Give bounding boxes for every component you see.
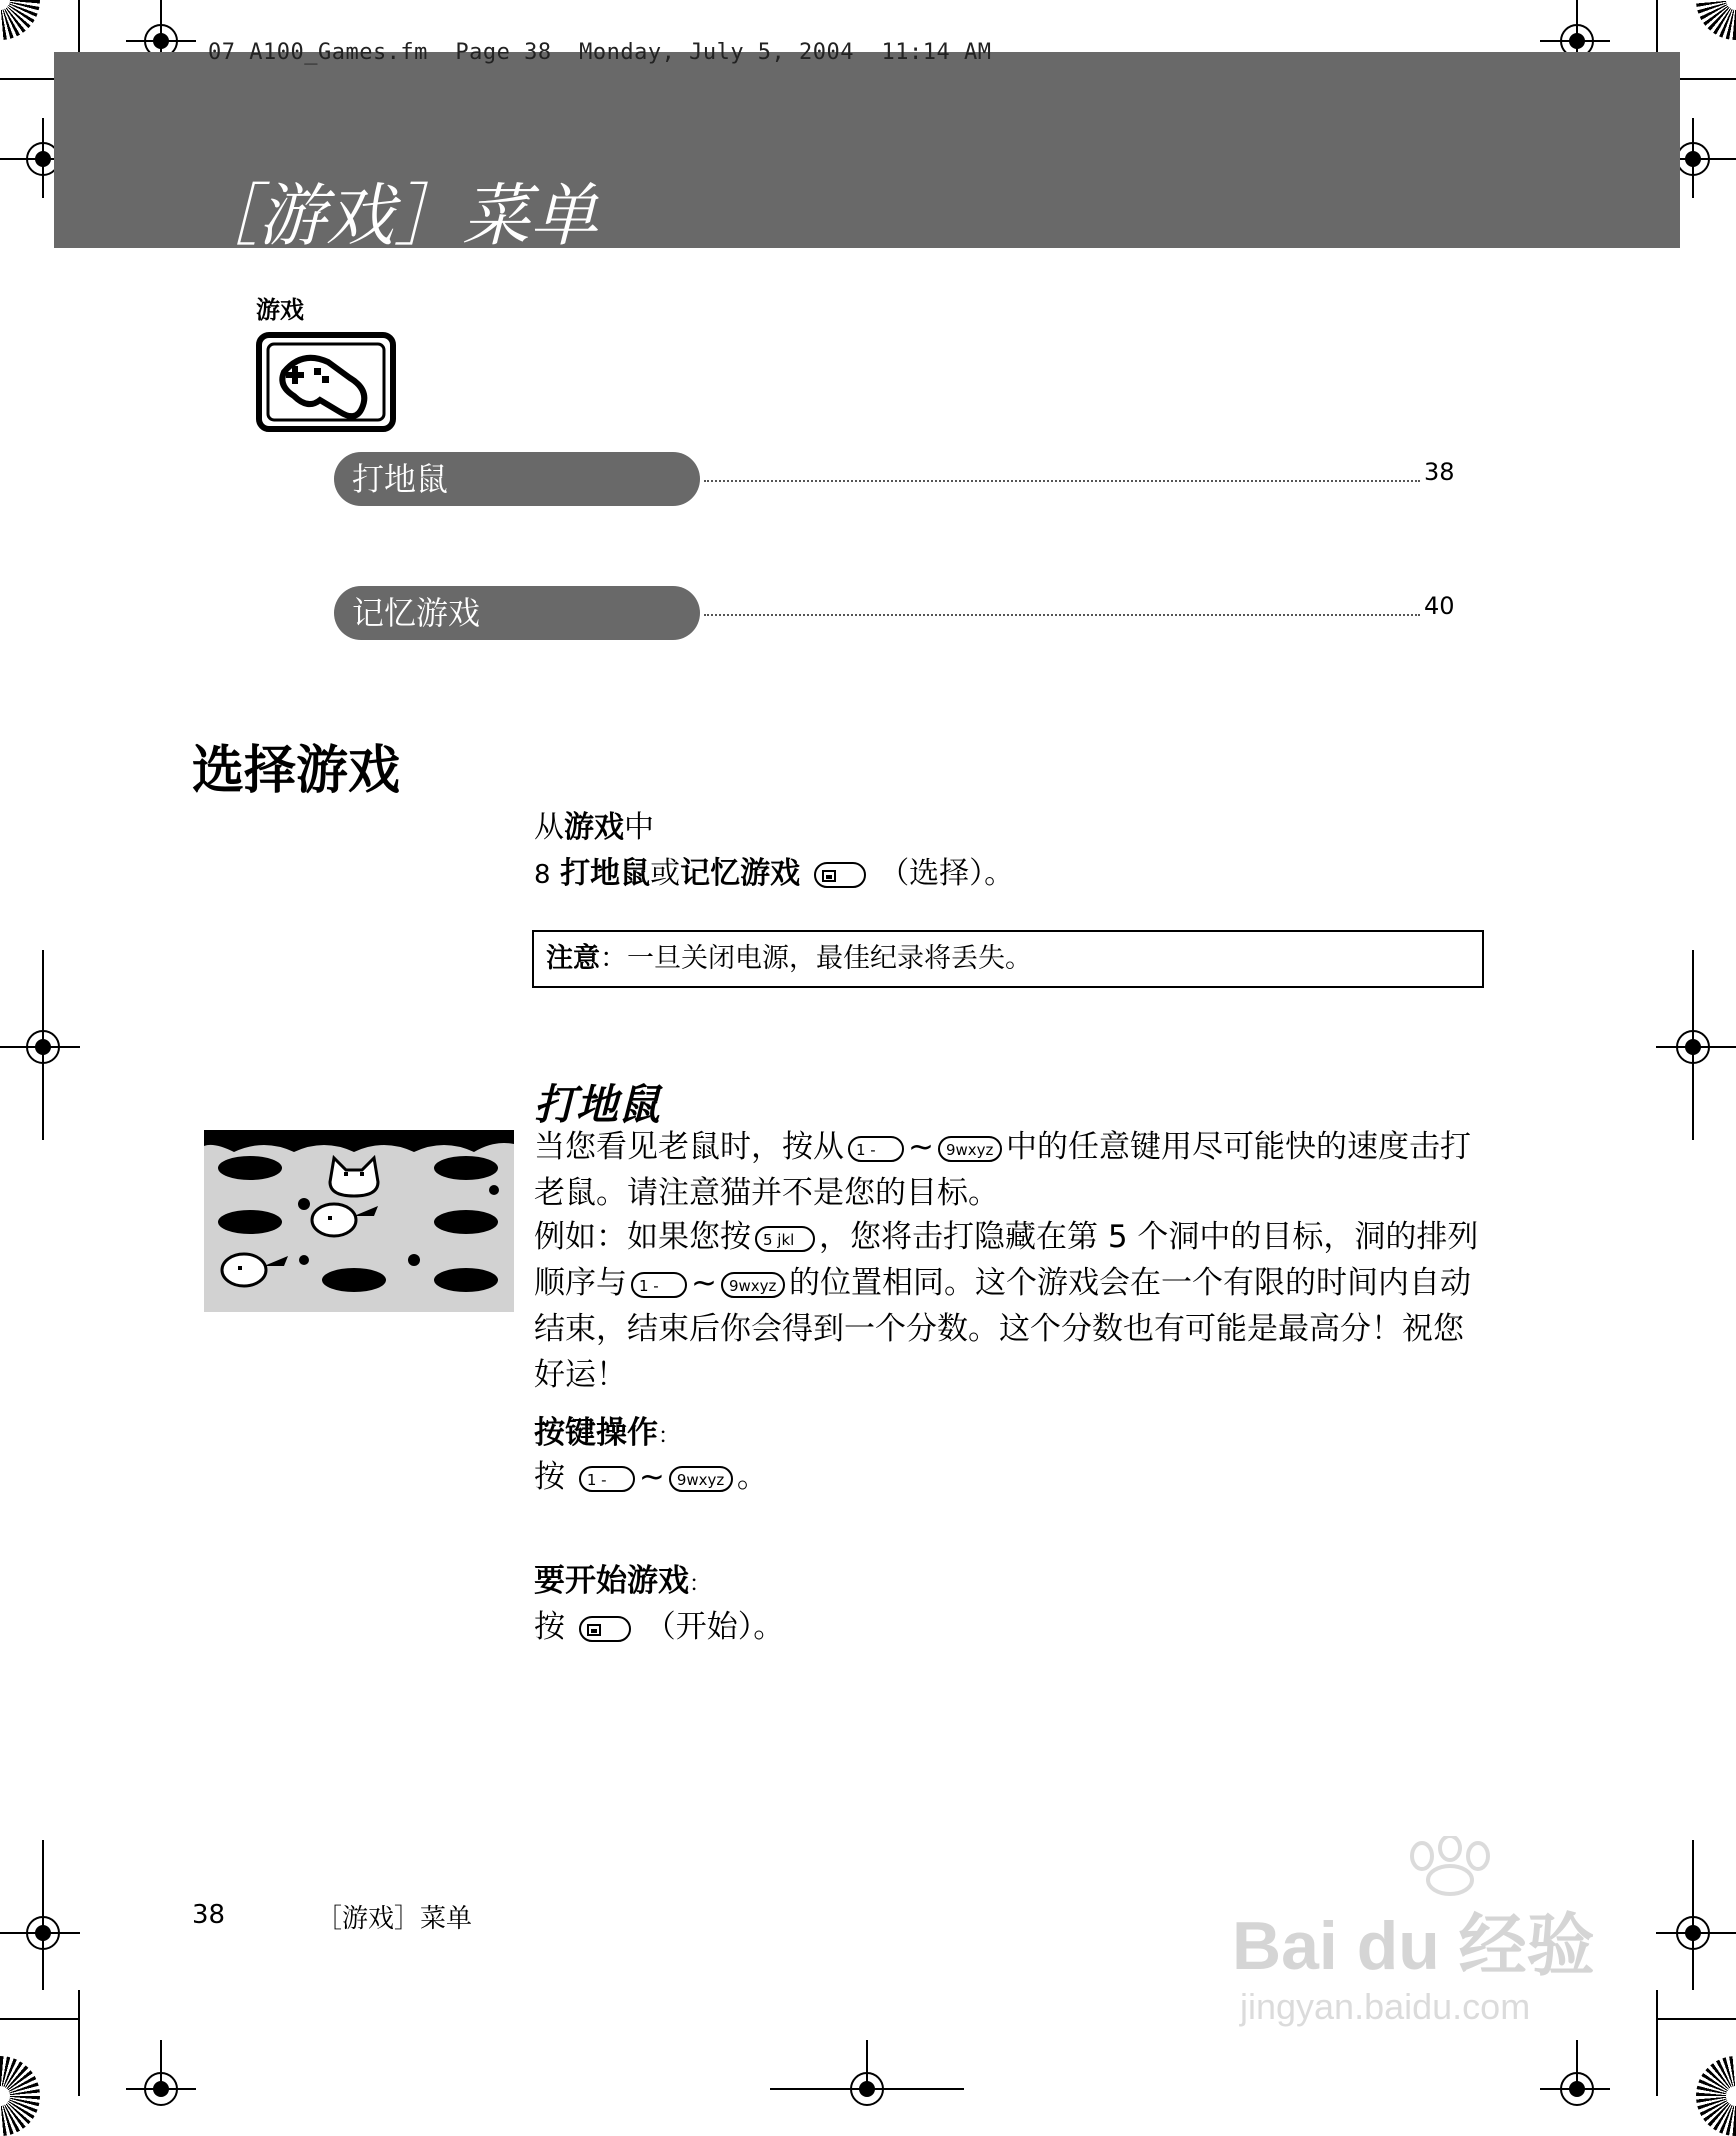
text: （选择）。	[879, 856, 1015, 891]
note-box	[532, 930, 1484, 988]
game-description	[534, 1124, 1494, 1216]
text: 按	[534, 1459, 565, 1495]
registration-line	[0, 1046, 80, 1048]
corner-sunburst-mark	[1696, 0, 1736, 40]
baidu-watermark	[1232, 1836, 1662, 2036]
dot-leader	[704, 614, 1420, 616]
key-1-icon: 1 -	[848, 1136, 904, 1162]
file-info-slug: 07 A100_Games.fm Page 38 Monday, July 5, 2004 11:14 AM	[208, 40, 992, 65]
text: 的位置相同。这个游戏会在一个有限的时间内自动结束，结束后你会得到一个分数。这个分数也有可能是最高分！祝您好运！	[534, 1265, 1471, 1393]
text: ~	[691, 1265, 717, 1301]
text: ，您将击打隐藏在第 5 个洞中的目标，洞的排列顺序与	[534, 1219, 1479, 1301]
select-key-icon	[814, 862, 866, 888]
crop-line	[0, 2018, 80, 2020]
text-bold: 按键操作	[534, 1415, 658, 1451]
key-9-icon: 9wxyz	[669, 1466, 733, 1492]
registration-line	[160, 2040, 162, 2096]
menu-item-memory-game[interactable]	[334, 586, 700, 640]
registration-line	[0, 1932, 80, 1934]
registration-line	[866, 2040, 868, 2096]
corner-sunburst-mark	[0, 2056, 40, 2136]
menu-item-page: 40	[1424, 592, 1455, 620]
key-5-icon: 5 jkl	[755, 1226, 815, 1252]
text: 按	[534, 1609, 565, 1645]
menu-item-label: 记忆游戏	[352, 594, 481, 632]
registration-line	[42, 1840, 44, 1990]
text: ：	[689, 1572, 712, 1597]
crop-line	[78, 1990, 80, 2096]
registration-line	[42, 118, 44, 198]
crop-line	[1656, 2018, 1736, 2020]
note-text: ：一旦关闭电源，最佳纪录将丢失。	[600, 943, 1032, 974]
text: ~	[908, 1129, 934, 1165]
registration-line	[1692, 1840, 1694, 1990]
text: 中的任意键用尽可能快的速度击打老鼠。请注意猫并不是您的目标。	[534, 1129, 1471, 1211]
text: （开始）。	[644, 1609, 785, 1645]
instruction-line	[534, 806, 654, 850]
start-game-text	[534, 1604, 1494, 1650]
text: ：	[658, 1424, 681, 1449]
note-label: 注意	[546, 943, 600, 974]
menu-item-label: 打地鼠	[352, 460, 449, 498]
text: 或	[650, 856, 681, 891]
section-title: 选择游戏	[192, 741, 401, 801]
key-1-icon: 1 -	[579, 1466, 635, 1492]
game-controller-icon	[256, 332, 396, 436]
text: 从	[534, 810, 564, 845]
registration-line	[1656, 1046, 1736, 1048]
corner-sunburst-mark	[0, 0, 40, 40]
registration-line	[42, 950, 44, 1140]
text-bold: 打地鼠	[560, 856, 651, 891]
chapter-title: ［游戏］菜单	[190, 177, 599, 256]
text: 例如：如果您按	[534, 1219, 751, 1255]
page-number: 38	[192, 1900, 226, 1930]
text: 中	[624, 810, 654, 845]
key-1-icon: 1 -	[631, 1272, 687, 1298]
paw-icon	[1392, 1836, 1512, 1896]
nav-key-icon: 8	[534, 860, 551, 890]
menu-item-whack-a-mole[interactable]	[334, 452, 700, 506]
text: ~	[638, 1459, 665, 1495]
registration-line	[1692, 118, 1694, 198]
text: 。	[736, 1459, 768, 1495]
corner-sunburst-mark	[1696, 2056, 1736, 2136]
footer-chapter: ［游戏］菜单	[316, 1904, 473, 1934]
registration-line	[1692, 950, 1694, 1140]
game-example	[534, 1214, 1494, 1398]
subsection-title: 打地鼠	[534, 1080, 661, 1129]
dot-leader	[704, 480, 1420, 482]
text: 当您看见老鼠时，按从	[534, 1129, 844, 1165]
key-operation-text	[534, 1454, 1494, 1500]
key-9-icon: 9wxyz	[938, 1136, 1002, 1162]
start-game-heading	[534, 1558, 1494, 1608]
text-bold: 要开始游戏	[534, 1563, 689, 1599]
menu-item-page: 38	[1424, 458, 1455, 486]
key-9-icon: 9wxyz	[721, 1272, 785, 1298]
registration-line	[1576, 2040, 1578, 2096]
menu-label: 游戏	[256, 296, 304, 324]
registration-line	[1540, 40, 1610, 42]
text-bold: 记忆游戏	[680, 856, 801, 891]
registration-line	[1540, 2088, 1610, 2090]
key-operation-heading	[534, 1410, 1494, 1460]
select-key-icon	[579, 1616, 631, 1642]
watermark-logo: Bai du 经验	[1232, 1908, 1595, 1984]
registration-line	[1656, 1932, 1736, 1934]
game-screenshot	[204, 1130, 514, 1312]
instruction-line	[534, 852, 1014, 897]
watermark-url: jingyan.baidu.com	[1240, 1986, 1531, 2027]
text-bold: 游戏	[564, 810, 624, 845]
